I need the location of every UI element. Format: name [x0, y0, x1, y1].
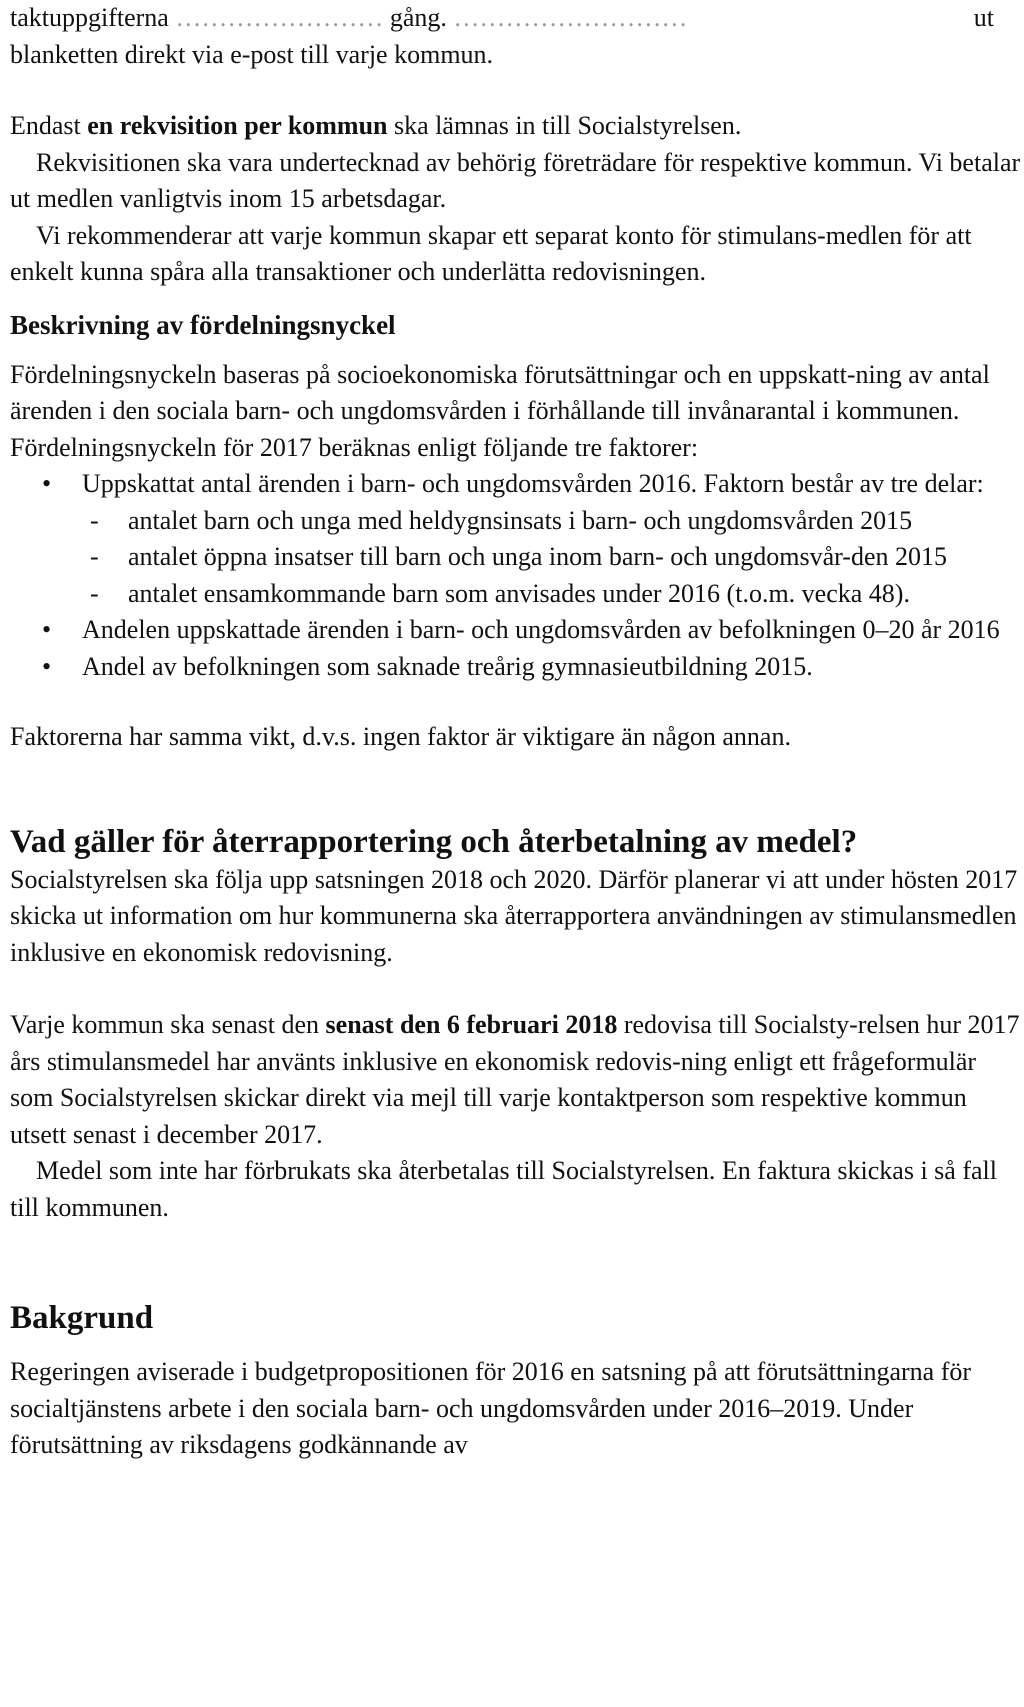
reporting-paragraph-2: Varje kommun ska senast den senast den 6 februari 2018 redovisa till Socialsty-relsen hur 2017 års stimulansmedel har använts inklusive en ekonomisk redovis-ning enligt ett frågeformulär som Socialstyrelsen skickar direkt via mejl till varje kontaktperson som respektive kommun utsett senast i december 2017.: [10, 1010, 1020, 1149]
reporting-deadline: senast den 6 februari 2018: [325, 1010, 618, 1039]
distribution-paragraph: Fördelningsnyckeln baseras på socioekonomiska förutsättningar och en uppskatt-ning av antal ärenden i den sociala barn- och ungdomsvården i förhållande till invånarantal i kommunen. Fördelningsnyckeln för 2017 beräknas enligt följande tre faktorer:: [10, 359, 990, 462]
intro-line-2: blanketten direkt via e-post till varje kommun.: [10, 39, 494, 69]
subfactor-item-1: - antalet barn och unga med heldygnsinsats i barn- och ungdomsvården 2015: [82, 503, 1024, 540]
reporting-paragraph-3: Medel som inte har förbrukats ska återbetalas till Socialstyrelsen. En faktura skickas i så fall till kommunen.: [10, 1156, 997, 1222]
requisition-emphasis: en rekvisition per kommun: [87, 111, 388, 140]
distribution-section: [10, 307, 1024, 756]
factor-item-2: • Andelen uppskattade ärenden i barn- och ungdomsvården av befolkningen 0–20 år 2016: [10, 612, 1024, 649]
requisition-paragraph-3: Vi rekommenderar att varje kommun skapar ett separat konto för stimulans-medlen för att enkelt kunna spåra alla transaktioner och underlätta redovisningen.: [10, 220, 972, 286]
reporting-heading: Vad gäller för återrapportering och återbetalning av medel?: [10, 823, 858, 860]
background-section: [10, 1298, 1024, 1464]
intro-line-1: taktuppgifterna …………………… gång. ……………………… ut: [10, 3, 994, 32]
requisition-paragraph-2: Rekvisitionen ska vara undertecknad av behörig företrädare för respektive kommun. Vi betalar ut medlen vanligtvis inom 15 arbetsdagar.: [10, 147, 1021, 213]
background-heading: Bakgrund: [10, 1300, 154, 1336]
distribution-heading: Beskrivning av fördelningsnyckel: [10, 309, 396, 340]
subfactor-item-2: - antalet öppna insatser till barn och unga inom barn- och ungdomsvår-den 2015: [82, 539, 1024, 576]
background-paragraph: Regeringen aviserade i budgetpropositionen för 2016 en satsning på att förutsättningarna för socialtjänstens arbete i den sociala barn- och ungdomsvården under 2016–2019. Under förutsättning av riksdagens godkännande av: [10, 1357, 972, 1459]
requisition-section: [10, 108, 1024, 291]
subfactor-list: [82, 503, 1024, 613]
intro-section: [10, 0, 1024, 73]
factor-item-3: • Andel av befolkningen som saknade treårig gymnasieutbildning 2015.: [10, 649, 1024, 686]
subfactor-item-3: - antalet ensamkommande barn som anvisades under 2016 (t.o.m. vecka 48).: [82, 576, 1024, 613]
factor-list: [10, 466, 1024, 685]
distribution-closing: Faktorerna har samma vikt, d.v.s. ingen faktor är viktigare än någon annan.: [10, 722, 791, 751]
reporting-paragraph-1: Socialstyrelsen ska följa upp satsningen 2018 och 2020. Därför planerar vi att under hösten 2017 skicka ut information om hur kommunerna ska återrapportera användningen av stimulansmedlen inklusive en ekonomisk redovisning.: [10, 864, 1018, 967]
requisition-line-1: Endast en rekvisition per kommun ska lämnas in till Socialstyrelsen.: [10, 111, 742, 140]
reporting-section: [10, 822, 1024, 1227]
factor-item-1: • Uppskattat antal ärenden i barn- och ungdomsvården 2016. Faktorn består av tre delar: - antalet barn och unga med heldygnsinsats i barn- och ungdomsvården 2015 - antalet öppna insatser till barn och unga inom barn- och ungdomsvår-den 2015 - antalet ensamkommande barn som anvisades under 2016 (t.o.m. vecka 48).: [10, 466, 1024, 612]
